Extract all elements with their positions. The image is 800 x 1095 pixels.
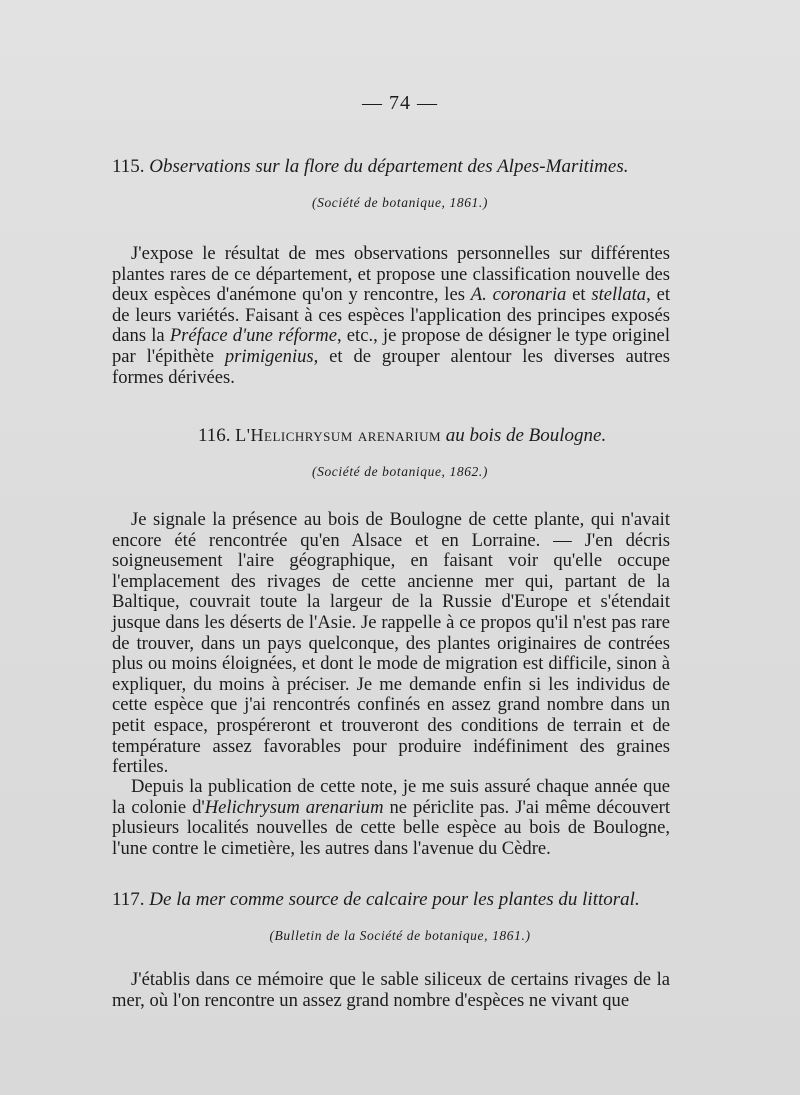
entry-117-paragraph-1: J'établis dans ce mémoire que le sable siliceux de certains rivages de la mer, où l'on rencontre un assez grand nombre d'espèces ne vivant que: [112, 969, 670, 1011]
page-number: — 74 —: [362, 92, 438, 114]
entry-number: 116.: [198, 425, 231, 446]
entry-title-text: De la mer comme source de calcaire pour les plantes du littoral.: [149, 889, 640, 910]
entry-115-title: [112, 156, 678, 178]
entry-number: 115.: [112, 156, 145, 177]
entry-115-paragraph-1: J'expose le résultat de mes observations personnelles sur différentes plantes rares de ce département, et propose une classification nouvelle des deux espèces d'anémone qu'on y rencontre, les A. coronaria et stellata, et de leurs variétés. Faisant à ces espèces l'application des principes exposés dans la Préface d'une réforme, etc., je propose de désigner le type originel par l'épithète primigenius, et de grouper alentour les diverses autres formes dérivées.: [112, 243, 670, 388]
entry-title-text: au bois de Boulogne.: [445, 425, 607, 446]
entry-116-paragraph-1: Je signale la présence au bois de Boulogne de cette plante, qui n'avait encore été rencontrée qu'en Alsace et en Lorraine. — J'en décris soigneusement l'aire géographique, en faisant voir qu'elle occupe l'emplacement des rivages de cette ancienne mer qui, partant de la Baltique, couvrait toute la largeur de la Russie d'Europe et s'étendait jusque dans les déserts de l'Asie. Je rappelle à ce propos qu'il n'est pas rare de trouver, dans un pays quelconque, des plantes originaires de contrées plus ou moins éloignées, et dont le mode de migration est difficile, sinon à expliquer, du moins à préciser. Je me demande enfin si les individus de cette espèce que j'ai rencontrés confinés en assez grand nombre dans un petit espace, prospéreront et trouveront des conditions de terrain et de température assez favorables pour produire indéfiniment des graines fertiles.: [112, 509, 670, 778]
entry-title-text: Observations sur la flore du département des Alpes-Maritimes.: [149, 156, 629, 177]
entry-116-title: [198, 425, 606, 447]
entry-116-paragraph-2: Depuis la publication de cette note, je me suis assuré chaque année que la colonie d'Helichrysum arenarium ne périclite pas. J'ai même découvert plusieurs localités nouvelles de cette belle espèce au bois de Boulogne, l'une contre le cimetière, les autres dans l'avenue du Cèdre.: [112, 776, 670, 859]
entry-title-small-caps: L'Helichrysum arenarium: [235, 425, 442, 445]
entry-115-source: (Société de botanique, 1861.): [312, 195, 488, 210]
entry-117-source: (Bulletin de la Société de botanique, 1861.): [269, 928, 531, 943]
entry-117-title: [112, 889, 678, 911]
entry-number: 117.: [112, 889, 145, 910]
entry-116-source: (Société de botanique, 1862.): [312, 464, 488, 479]
